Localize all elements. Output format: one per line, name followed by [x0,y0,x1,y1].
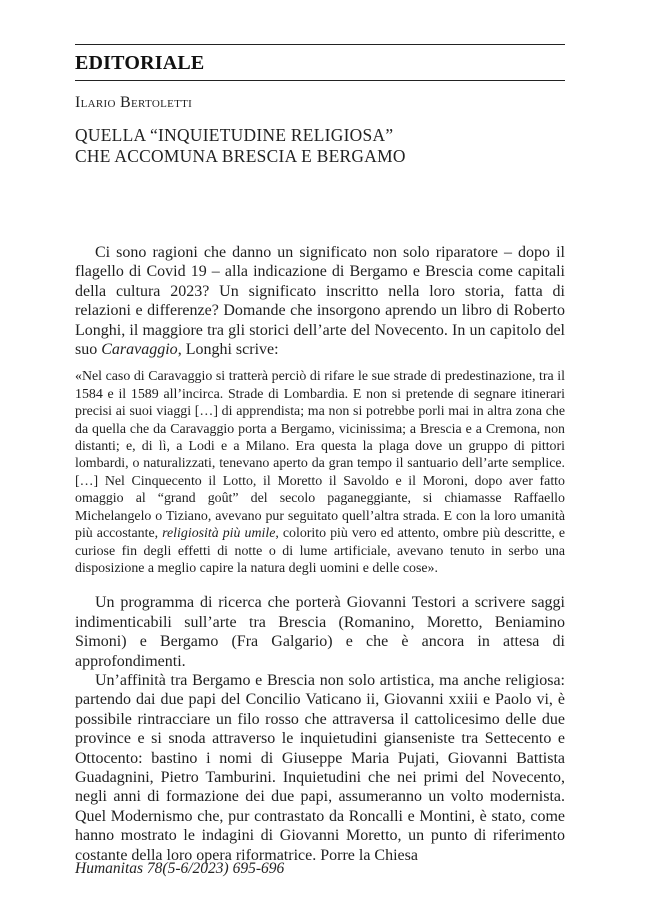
block-quote [75,368,565,577]
journal-citation: Humanitas 78(5-6/2023) 695-696 [75,860,285,877]
article-body [75,243,565,865]
article-title-line-1: QUELLA “INQUIETUDINE RELIGIOSA” [75,125,394,145]
section-rule [75,80,565,81]
author-name: Ilario Bertoletti [75,94,193,111]
page [75,0,565,910]
paragraph-2: Un programma di ricerca che porterà Giovanni Testori a scrivere saggi indimenticabili sull’arte tra Brescia (Romanino, Moretto, Beniamino Simoni) e Bergamo (Fra Galgario) e che è ancora in attesa di approfondimenti. [75,594,565,670]
top-rule [75,44,565,45]
paragraph-3: Un’affinità tra Bergamo e Brescia non solo artistica, ma anche religiosa: partendo dai due papi del Concilio Vaticano ii, Giovanni xxiii e Paolo vi, è possibile rintracciare un filo rosso che attraversa il cattolicesimo delle due province e si snoda attraverso le inquietudini gianseniste tra Settecento e Ottocento: bastino i nomi di Giuseppe Maria Pujati, Giovanni Battista Guadagnini, Pietro Tamburini. Inquietudini che nei primi del Novecento, negli anni di formazione dei due papi, assumeranno un volto modernista. Quel Modernismo che, pur contrastato da Roncalli e Montini, è stato, come hanno mostrato le indagini di Giovanni Moretto, un punto di riferimento costante della loro opera riformatrice. Porre la Chiesa [75,671,565,864]
section-title: EDITORIALE [75,52,205,74]
article-title-line-2: CHE ACCOMUNA BRESCIA E BERGAMO [75,146,406,166]
quote-text: «Nel caso di Caravaggio si tratterà perciò di rifare le sue strade di predestinazione, tra il 1584 e il 1589 all’incirca. Strade di Lombardia. E non si pretende di segnare itinerari precisi ai suoi viaggi […] di apprendista; ma non si potrebbe porli mai in altra zona che da quella che da Caravaggio porta a Bergamo, vicinissima; a Brescia e a Cremona, non distanti; e, di lì, a Lodi e a Milano. Era questa la plaga dove un gruppo di pittori lombardi, o naturalizzati, tenevano aperto da gran tempo il santuario dell’arte semplice. […] Nel Cinquecento il Lotto, il Moretto il Savoldo e il Moroni, dopo aver fatto omaggio al “grand goût” del secolo paganeggiante, si chiamasse Raffaello Michelangelo o Tiziano, avevano pur seguitato quell’altra strada. E con la loro umanità più accostante, [75,369,565,542]
quote-italic-phrase: religiosità più umile [162,526,276,542]
quote-text-end: , colorito più vero ed attento, ombre più descritte, e curiose fin degli effetti di notte o di lume artificiale, avevano tenuto in serbo una disposizione a meglio capire la natura degli uomini e delle cose». [75,526,565,576]
paragraph-1-end: , Longhi scrive: [177,341,279,359]
article-title [75,125,565,167]
paragraph-1 [75,243,565,359]
book-title-caravaggio: Caravaggio [101,341,178,359]
paragraph-1-text: Ci sono ragioni che danno un significato non solo riparatore – dopo il flagello di Covid 19 – alla indicazione di Bergamo e Brescia come capitali della cultura 2023? Un significato inscritto nella loro storia, fatta di relazioni e differenze? Domande che insorgono aprendo un libro di Roberto Longhi, il maggiore tra gli storici dell’arte del Novecento. In un capitolo del suo [75,244,565,359]
